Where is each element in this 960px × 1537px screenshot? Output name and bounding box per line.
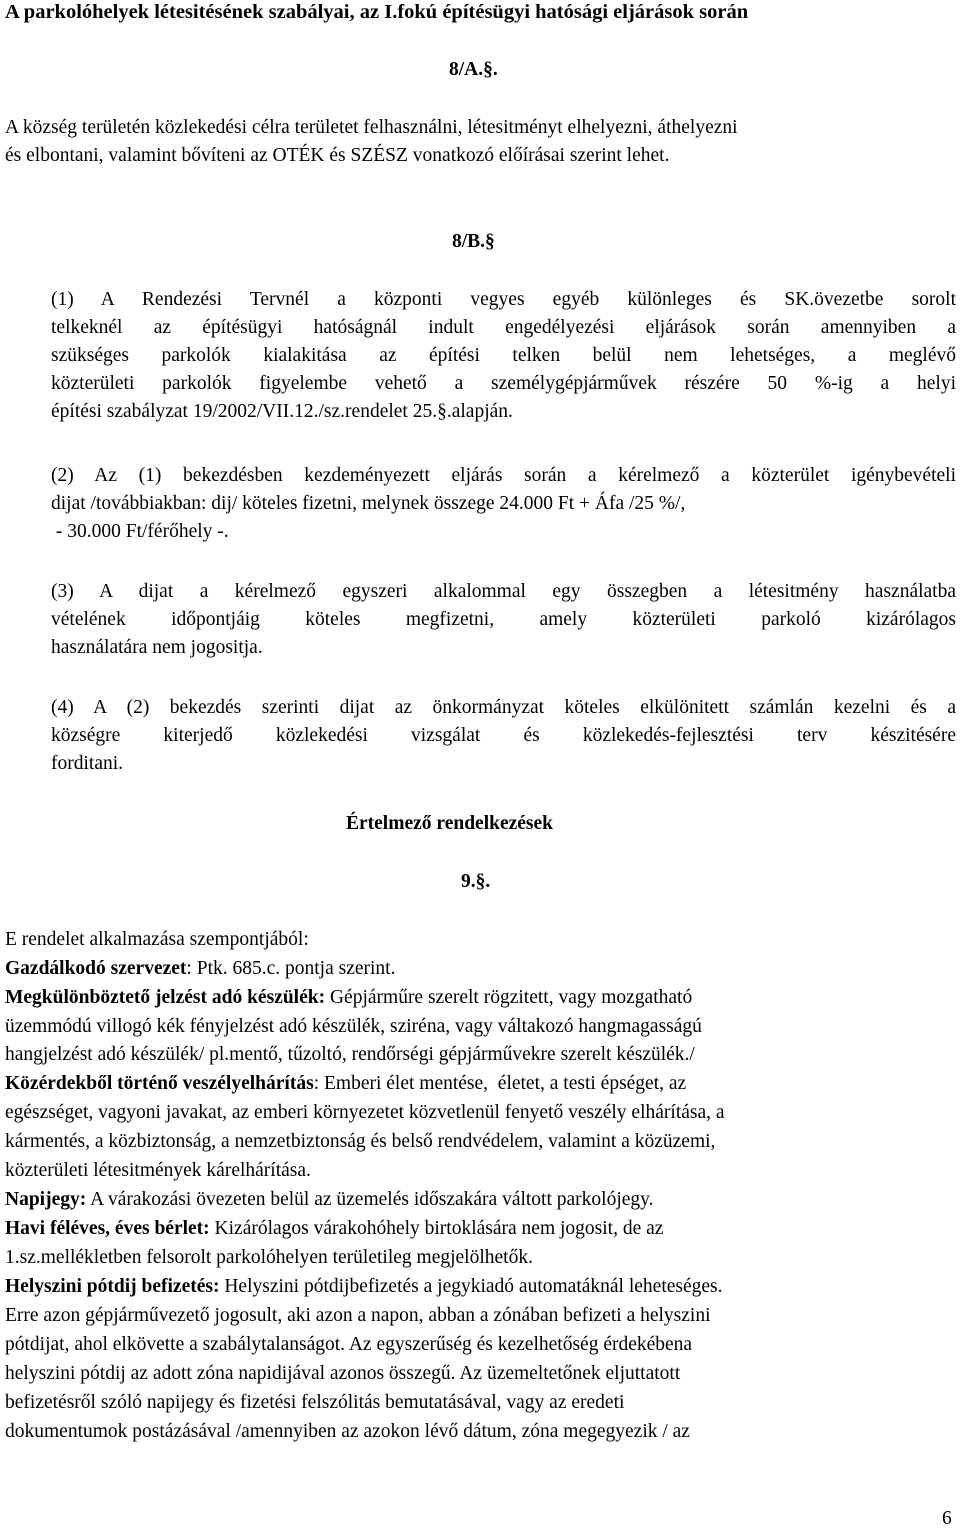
definition-item: Gazdálkodó szervezet: Ptk. 685.c. pontja szerint. bbox=[5, 958, 396, 979]
definition-text: Emberi élet mentése, életet, a testi épséget, az bbox=[323, 1073, 687, 1094]
paragraph-1-line: építési szabályzat 19/2002/VII.12./sz.rendelet 25.§.alapján. bbox=[51, 401, 513, 422]
definition-item bbox=[5, 1273, 723, 1301]
definition-text: egészséget, vagyoni javakat, az emberi környezetet közvetlenül fenyető veszély elhárítása, a bbox=[5, 1102, 725, 1123]
paragraph-1-line: szükséges parkolók kialakitása az építési telken belül nem lehetséges, a meglévő bbox=[51, 345, 956, 366]
paragraph-1-line: telkeknél az építésügyi hatóságnál indult engedélyezési eljárások során amennyiben a bbox=[51, 317, 956, 338]
paragraph-3-line: (3) A dijat a kérelmező egyszeri alkalommal egy összegben a létesitmény használatba bbox=[51, 581, 956, 602]
definition-text: hangjelzést adó készülék/ pl.mentő, tűzoltó, rendőrségi gépjárművekre szerelt készülék./ bbox=[5, 1044, 695, 1065]
definition-term: Havi féléves, éves bérlet: bbox=[5, 1218, 210, 1239]
definition-text: 1.sz.mellékletben felsorolt parkolóhelyen területileg megjelölhetők. bbox=[5, 1247, 533, 1268]
definition-text: Erre azon gépjárművezető jogosult, aki azon a napon, abban a zónában befizeti a helyszini bbox=[5, 1305, 711, 1326]
definition-text: üzemmódú villogó kék fényjelzést adó készülék, sziréna, vagy váltakozó hangmagasságú bbox=[5, 1016, 702, 1037]
paragraph-2-line: - 30.000 Ft/férőhely -. bbox=[51, 521, 229, 542]
definition-term: Gazdálkodó szervezet bbox=[5, 958, 187, 979]
definition-text: közterületi létesitmények kárelhárítása. bbox=[5, 1160, 311, 1181]
paragraph-4-line: forditani. bbox=[51, 753, 124, 774]
paragraph-3-line: vételének időpontjáig köteles megfizetni, amely közterületi parkoló kizárólagos bbox=[51, 609, 956, 630]
paragraph-1-line: (1) A Rendezési Tervnél a központi vegyes egyéb különleges és SK.övezetbe sorolt bbox=[51, 289, 956, 310]
definition-text: Helyszini pótdijbefizetés a jegykiadó automatáknál leheteséges. bbox=[224, 1276, 723, 1297]
document-title: A parkolóhelyek létesitésének szabályai, az I.fokú építésügyi hatósági eljárások során bbox=[5, 1, 749, 23]
definition-item: Közérdekből történő veszélyelhárítás: Emberi élet mentése, életet, a testi épséget, az bbox=[5, 1073, 687, 1094]
paragraph-1-line: közterületi parkolók figyelembe vehető a személygépjárművek részére 50 %-ig a helyi bbox=[51, 373, 956, 394]
section-9-heading: 9.§. bbox=[461, 871, 491, 892]
definition-term: Helyszini pótdij befizetés: bbox=[5, 1276, 220, 1297]
definition-text: pótdijat, ahol elkövette a szabálytalanságot. Az egyszerűség és kezelhetőség érdekébena bbox=[5, 1334, 693, 1355]
definition-text: helyszini pótdij az adott zóna napidijával azonos összegű. Az üzemeltetőnek eljuttatott bbox=[5, 1363, 681, 1384]
definition-text: dokumentumok postázásával /amennyiben az azokon lévő dátum, zóna megegyezik / az bbox=[5, 1421, 690, 1442]
paragraph-4-line: községre kiterjedő közlekedési vizsgálat és közlekedés-fejlesztési terv készitésére bbox=[51, 725, 956, 746]
section-8a-line-1: A község területén közlekedési célra területet felhasználni, létesitményt elhelyezni, áthelyezni bbox=[5, 117, 738, 138]
definition-term: Megkülönböztető jelzést adó készülék: bbox=[5, 987, 326, 1008]
definition-text: Gépjárműre szerelt rögzitett, vagy mozgatható bbox=[329, 987, 693, 1008]
definitions-heading: Értelmező rendelkezések bbox=[346, 813, 554, 834]
definition-text: befizetésről szóló napijegy és fizetési felszólitás bemutatásával, vagy az eredeti bbox=[5, 1392, 625, 1413]
definition-item bbox=[5, 1186, 654, 1214]
definition-text: A várakozási övezeten belül az üzemelés időszakára váltott parkolójegy. bbox=[90, 1189, 654, 1210]
paragraph-4-line: (4) A (2) bekezdés szerinti dijat az önkormányzat köteles elkülönitett számlán kezelni és a bbox=[51, 697, 956, 718]
page-number: 6 bbox=[942, 1508, 952, 1529]
definition-term: Közérdekből történő veszélyelhárítás bbox=[5, 1073, 314, 1094]
definitions-intro: E rendelet alkalmazása szempontjából: bbox=[5, 929, 309, 950]
section-8b-heading: 8/B.§ bbox=[452, 231, 495, 252]
section-8a-line-2: és elbontani, valamint bővíteni az OTÉK és SZÉSZ vonatkozó előírásai szerint lehet. bbox=[5, 145, 670, 166]
paragraph-3-line: használatára nem jogositja. bbox=[51, 637, 263, 658]
section-8a-heading: 8/A.§. bbox=[449, 59, 498, 80]
definition-text: Ptk. 685.c. pontja szerint. bbox=[196, 958, 396, 979]
definition-text: kármentés, a közbiztonság, a nemzetbiztonság és belső rendvédelem, valamint a közüzemi, bbox=[5, 1131, 716, 1152]
definition-item bbox=[5, 984, 692, 1012]
definition-item bbox=[5, 1215, 663, 1243]
paragraph-2-line: (2) Az (1) bekezdésben kezdeményezett eljárás során a kérelmező a közterület igénybevételi bbox=[51, 465, 956, 486]
definition-text: Kizárólagos várakohóhely birtoklására nem jogosit, de az bbox=[214, 1218, 664, 1239]
paragraph-2-line: dijat /továbbiakban: dij/ köteles fizetni, melynek összege 24.000 Ft + Áfa /25 %/, bbox=[51, 493, 686, 514]
definition-term: Napijegy: bbox=[5, 1189, 87, 1210]
